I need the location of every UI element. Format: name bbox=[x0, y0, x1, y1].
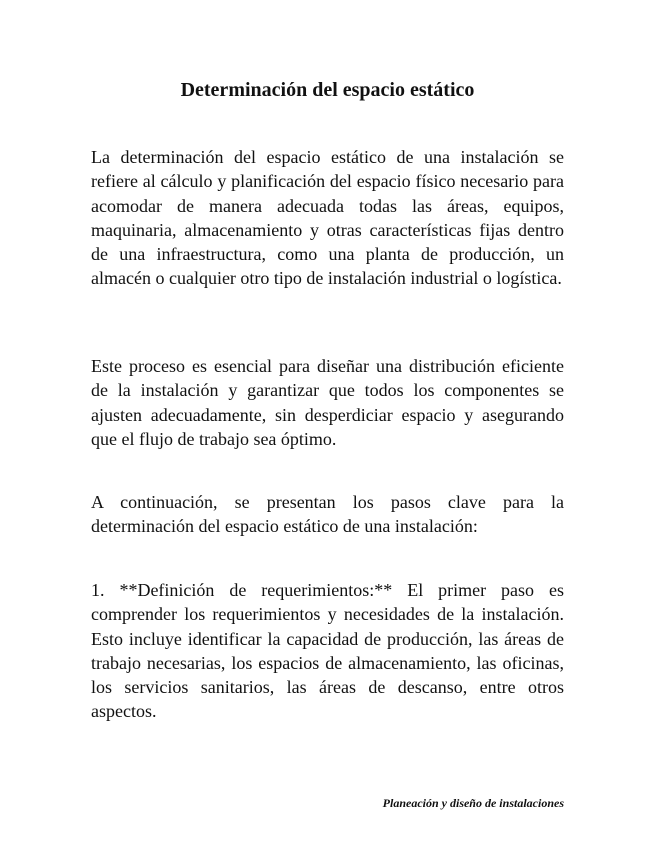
paragraph-intro-steps: A continuación, se presentan los pasos clave para la determinación del espacio estático de una instalación: bbox=[91, 492, 564, 537]
page-title: Determinación del espacio estático bbox=[180, 79, 475, 101]
paragraph-step-1: 1. **Definición de requerimientos:** El primer paso es comprender los requerimientos y necesidades de la instalación. Esto incluye identificar la capacidad de producción, las áreas de trabajo necesarias, los espacios de almacenamiento, las oficinas, los servicios sanitarios, las áreas de descanso, entre otros aspectos. bbox=[91, 580, 564, 722]
page-footer: Planeación y diseño de instalaciones bbox=[382, 796, 564, 810]
paragraph-definition: La determinación del espacio estático de una instalación se refiere al cálculo y planificación del espacio físico necesario para acomodar de manera adecuada todas las áreas, equipos, maquinaria, almacenamiento y otras características fijas dentro de una infraestructura, como una planta de producción, un almacén o cualquier otro tipo de instalación industrial o logística. bbox=[91, 147, 564, 289]
paragraph-purpose: Este proceso es esencial para diseñar una distribución eficiente de la instalación y garantizar que todos los componentes se ajusten adecuadamente, sin desperdiciar espacio y asegurando que el flujo de trabajo sea óptimo. bbox=[91, 356, 564, 449]
